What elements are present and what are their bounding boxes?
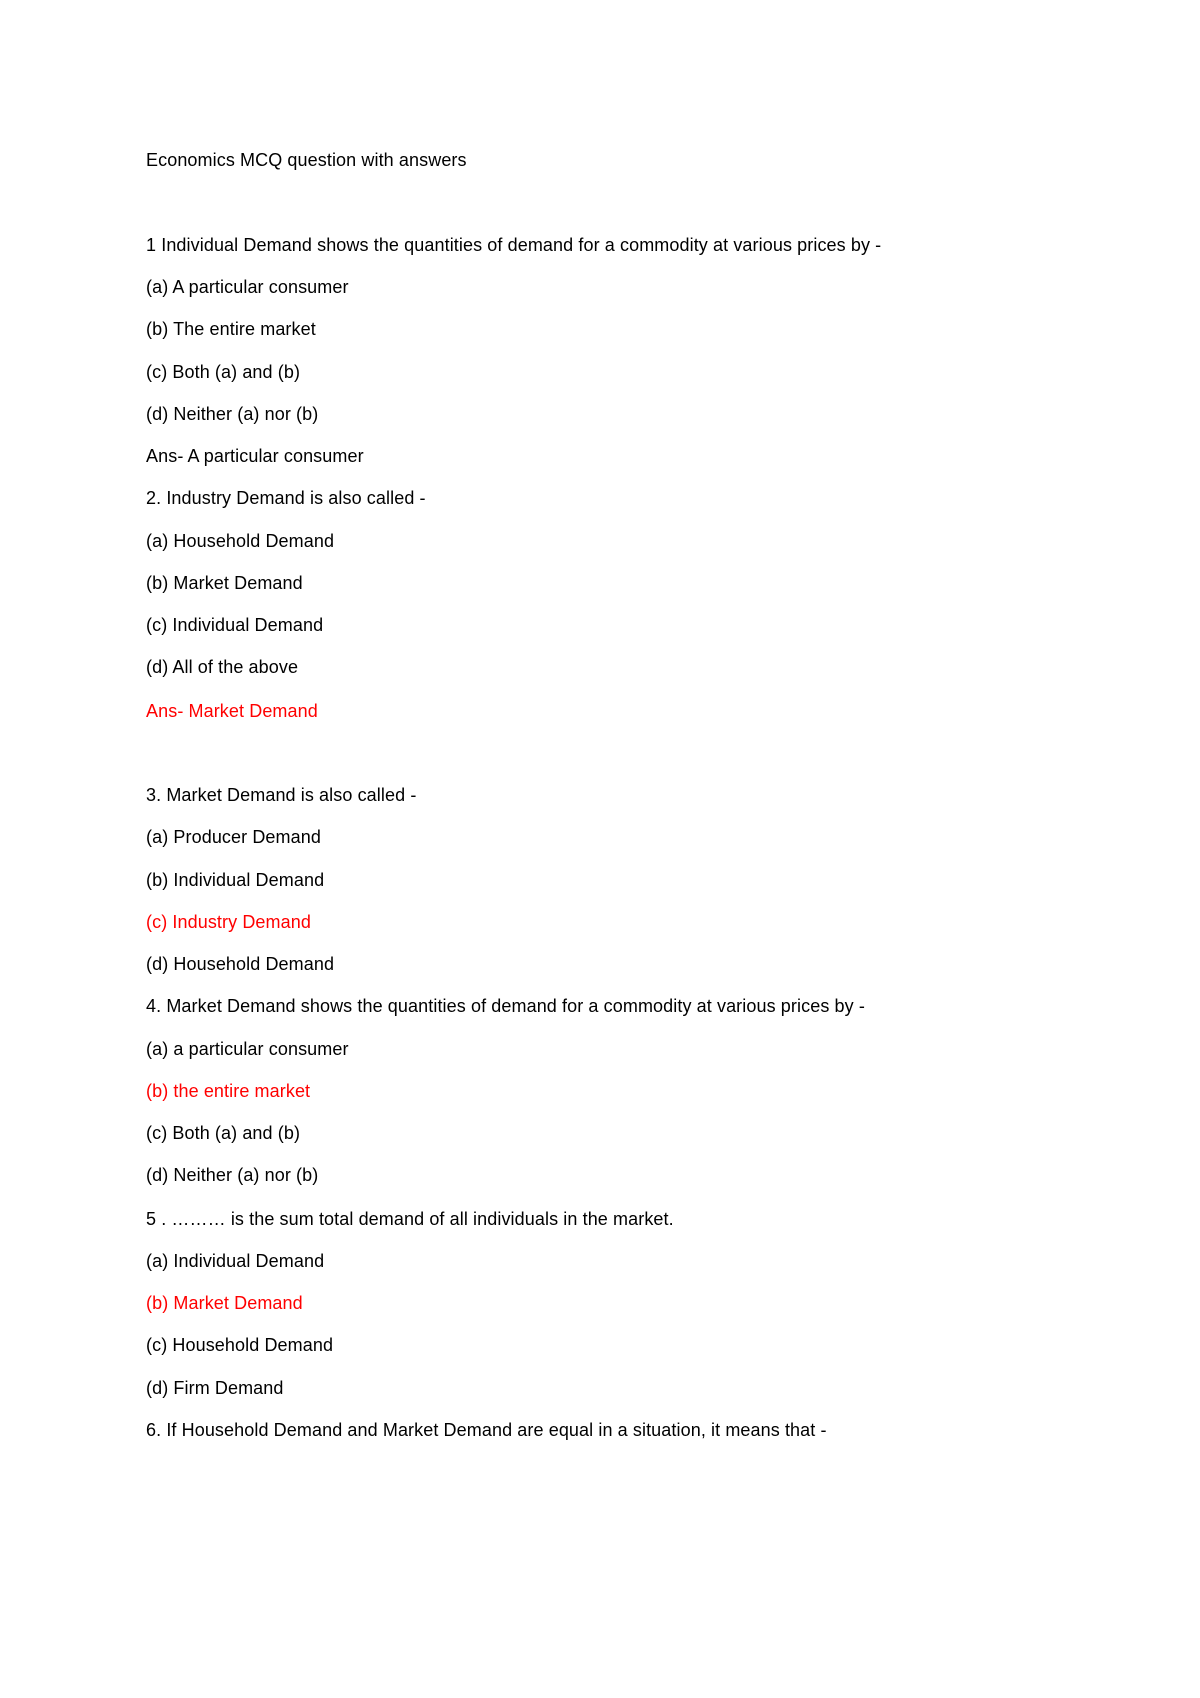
option-line: (c) Both (a) and (b) — [146, 362, 301, 382]
answer-line: Ans- A particular consumer — [146, 446, 364, 466]
option-line: (c) Individual Demand — [146, 615, 324, 635]
option-line: (b) Individual Demand — [146, 870, 325, 890]
option-line: (d) Neither (a) nor (b) — [146, 404, 319, 424]
option-line: (b) The entire market — [146, 319, 316, 339]
option-line: (d) Neither (a) nor (b) — [146, 1165, 319, 1185]
question-line: 2. Industry Demand is also called - — [146, 488, 426, 508]
option-line: (a) Household Demand — [146, 531, 335, 551]
option-line: (a) Individual Demand — [146, 1251, 325, 1271]
question-line: 3. Market Demand is also called - — [146, 785, 417, 805]
option-line: (a) A particular consumer — [146, 277, 349, 297]
correct-option-line: (c) Industry Demand — [146, 912, 311, 932]
option-line: (d) Household Demand — [146, 954, 335, 974]
option-line: (a) Producer Demand — [146, 827, 321, 847]
correct-option-line: (b) Market Demand — [146, 1293, 303, 1313]
option-line: (c) Household Demand — [146, 1335, 334, 1355]
document-title: Economics MCQ question with answers — [146, 150, 467, 170]
option-line: (b) Market Demand — [146, 573, 303, 593]
option-line: (d) Firm Demand — [146, 1378, 284, 1398]
option-line: (a) a particular consumer — [146, 1039, 349, 1059]
question-line: 6. If Household Demand and Market Demand are equal in a situation, it means that - — [146, 1420, 827, 1440]
question-line: 1 Individual Demand shows the quantities of demand for a commodity at various prices by - — [146, 235, 882, 255]
correct-option-line: (b) the entire market — [146, 1081, 311, 1101]
correct-answer-line: Ans- Market Demand — [146, 701, 318, 721]
option-line: (d) All of the above — [146, 657, 299, 677]
option-line: (c) Both (a) and (b) — [146, 1123, 301, 1143]
question-line: 4. Market Demand shows the quantities of demand for a commodity at various prices by - — [146, 996, 865, 1016]
question-line: 5 . ……… is the sum total demand of all individuals in the market. — [146, 1209, 674, 1229]
